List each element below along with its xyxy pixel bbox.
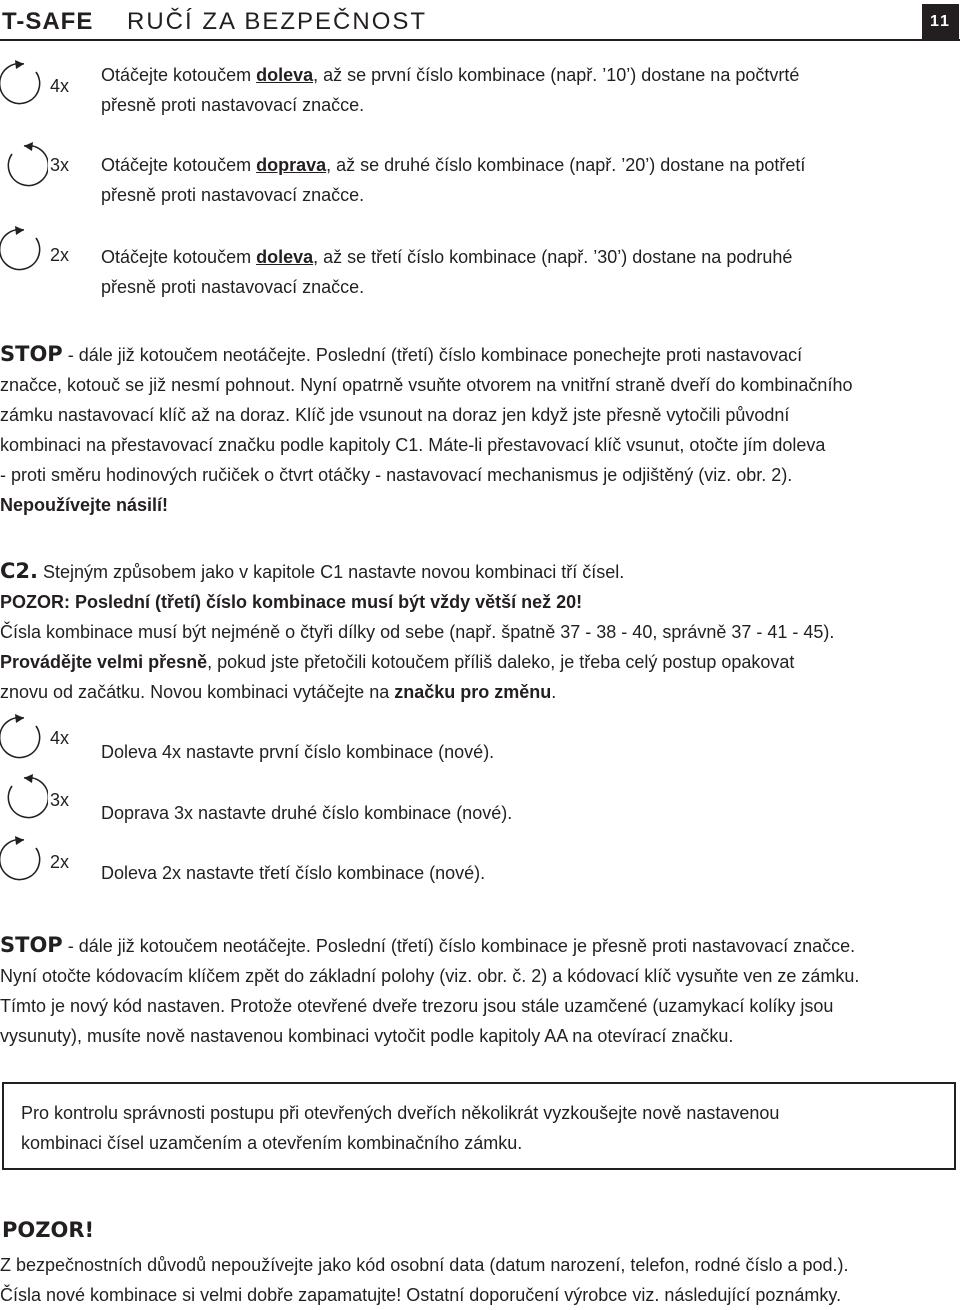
note-box: Pro kontrolu správnosti postupu při otevřených dveřích několikrát vyzkoušejte nově nastavenou kombinaci čísel uzamčením a otevřením kombinačního zámku. — [2, 1082, 956, 1170]
brand-logo: T-SAFE — [2, 8, 94, 35]
direction-keyword: doleva — [256, 65, 314, 85]
step-instruction: Otáčejte kotoučem doleva, až se první číslo kombinace (např. ’10’) dostane na počtvrté přesně proti nastavovací značce. — [101, 65, 800, 115]
step-count: 3x — [50, 155, 70, 175]
header-divider — [0, 39, 960, 41]
step-instruction: Doprava 3x nastavte druhé číslo kombinace (nové). — [101, 803, 513, 823]
header-tagline: RUČÍ ZA BEZPEČNOST — [127, 8, 428, 35]
pozor-warning: POZOR: Poslední (třetí) číslo kombinace musí být vždy větší než 20! — [0, 592, 583, 612]
clockwise-arrow-icon — [0, 140, 48, 196]
counterclockwise-arrow-icon — [0, 712, 48, 768]
step-count: 2x — [50, 852, 70, 872]
stop-paragraph: STOP - dále již kotoučem neotáčejte. Poslední (třetí) číslo kombinace ponechejte proti nastavovací značce, kotouč se již nesmí pohnout. Nyní opatrně vsuňte otvorem na vnitřní straně dveří do kombinačního zámku nastavovací klíč až na doraz. Klíč jde vsunout na doraz jen když jste přesně vytočili původní kombinaci na přestavovací značku podle kapitoly C1. Máte-li přestavovací klíč vsunut, otočte jím doleva - proti směru hodinových ručiček o čtvrt otáčky - nastavovací mechanismus je odjištěný (viz. obr. 2). Nepoužívejte násilí! — [0, 342, 853, 515]
counterclockwise-arrow-icon — [0, 58, 48, 114]
warning-text: Nepoužívejte násilí! — [0, 495, 169, 515]
section-c2: C2. Stejným způsobem jako v kapitole C1 nastavte novou kombinaci tří čísel. POZOR: Poslední (třetí) číslo kombinace musí být vždy větší než 20! Čísla kombinace musí být nejméně o čtyři dílky od sebe (např. špatně 37 - 38 - 40, správně 37 - 41 - 45). Provádějte velmi přesně, pokud jste přetočili kotoučem příliš daleko, je třeba celý postup opakovat znovu od začátku. Novou kombinaci vytáčejte na značku pro změnu. — [0, 559, 835, 702]
step-count: 2x — [50, 245, 70, 265]
step-count: 4x — [50, 76, 70, 96]
step-instruction: Otáčejte kotoučem doleva, až se třetí číslo kombinace (např. ’30’) dostane na podruhé přesně proti nastavovací značce. — [101, 247, 793, 297]
step-count: 3x — [50, 790, 70, 810]
direction-keyword: doprava — [256, 155, 327, 175]
counterclockwise-arrow-icon — [0, 834, 48, 890]
stop-paragraph: STOP - dále již kotoučem neotáčejte. Poslední (třetí) číslo kombinace je přesně proti nastavovací značce. Nyní otočte kódovacím klíčem zpět do základní polohy (viz. obr. č. 2) a kódovací klíč vysuňte ven ze zámku. Tímto je nový kód nastaven. Protože otevřené dveře trezoru jsou stále uzamčené (uzamykací kolíky jsou vysunuty), musíte nově nastavenou kombinaci vytočit podle kapitoly AA na otevírací značku. — [0, 933, 860, 1046]
step-instruction: Doleva 2x nastavte třetí číslo kombinace (nové). — [101, 863, 486, 883]
pozor-heading: POZOR! — [2, 1218, 95, 1242]
pozor-text: Z bezpečnostních důvodů nepoužívejte jako kód osobní data (datum narození, telefon, rodné číslo a pod.). Čísla nové kombinace si velmi dobře zapamatujte! Ostatní doporučení výrobce viz. následující poznámky. — [0, 1255, 849, 1305]
step-instruction: Otáčejte kotoučem doprava, až se druhé číslo kombinace (např. ’20’) dostane na potřetí přesně proti nastavovací značce. — [101, 155, 806, 205]
page-number: 11 — [922, 4, 959, 40]
direction-keyword: doleva — [256, 247, 314, 267]
stop-label: STOP — [0, 933, 63, 957]
counterclockwise-arrow-icon — [0, 224, 48, 280]
stop-label: STOP — [0, 342, 63, 366]
section-label: C2. — [0, 559, 39, 583]
step-count: 4x — [50, 728, 70, 748]
clockwise-arrow-icon — [0, 772, 48, 828]
step-instruction: Doleva 4x nastavte první číslo kombinace (nové). — [101, 742, 495, 762]
